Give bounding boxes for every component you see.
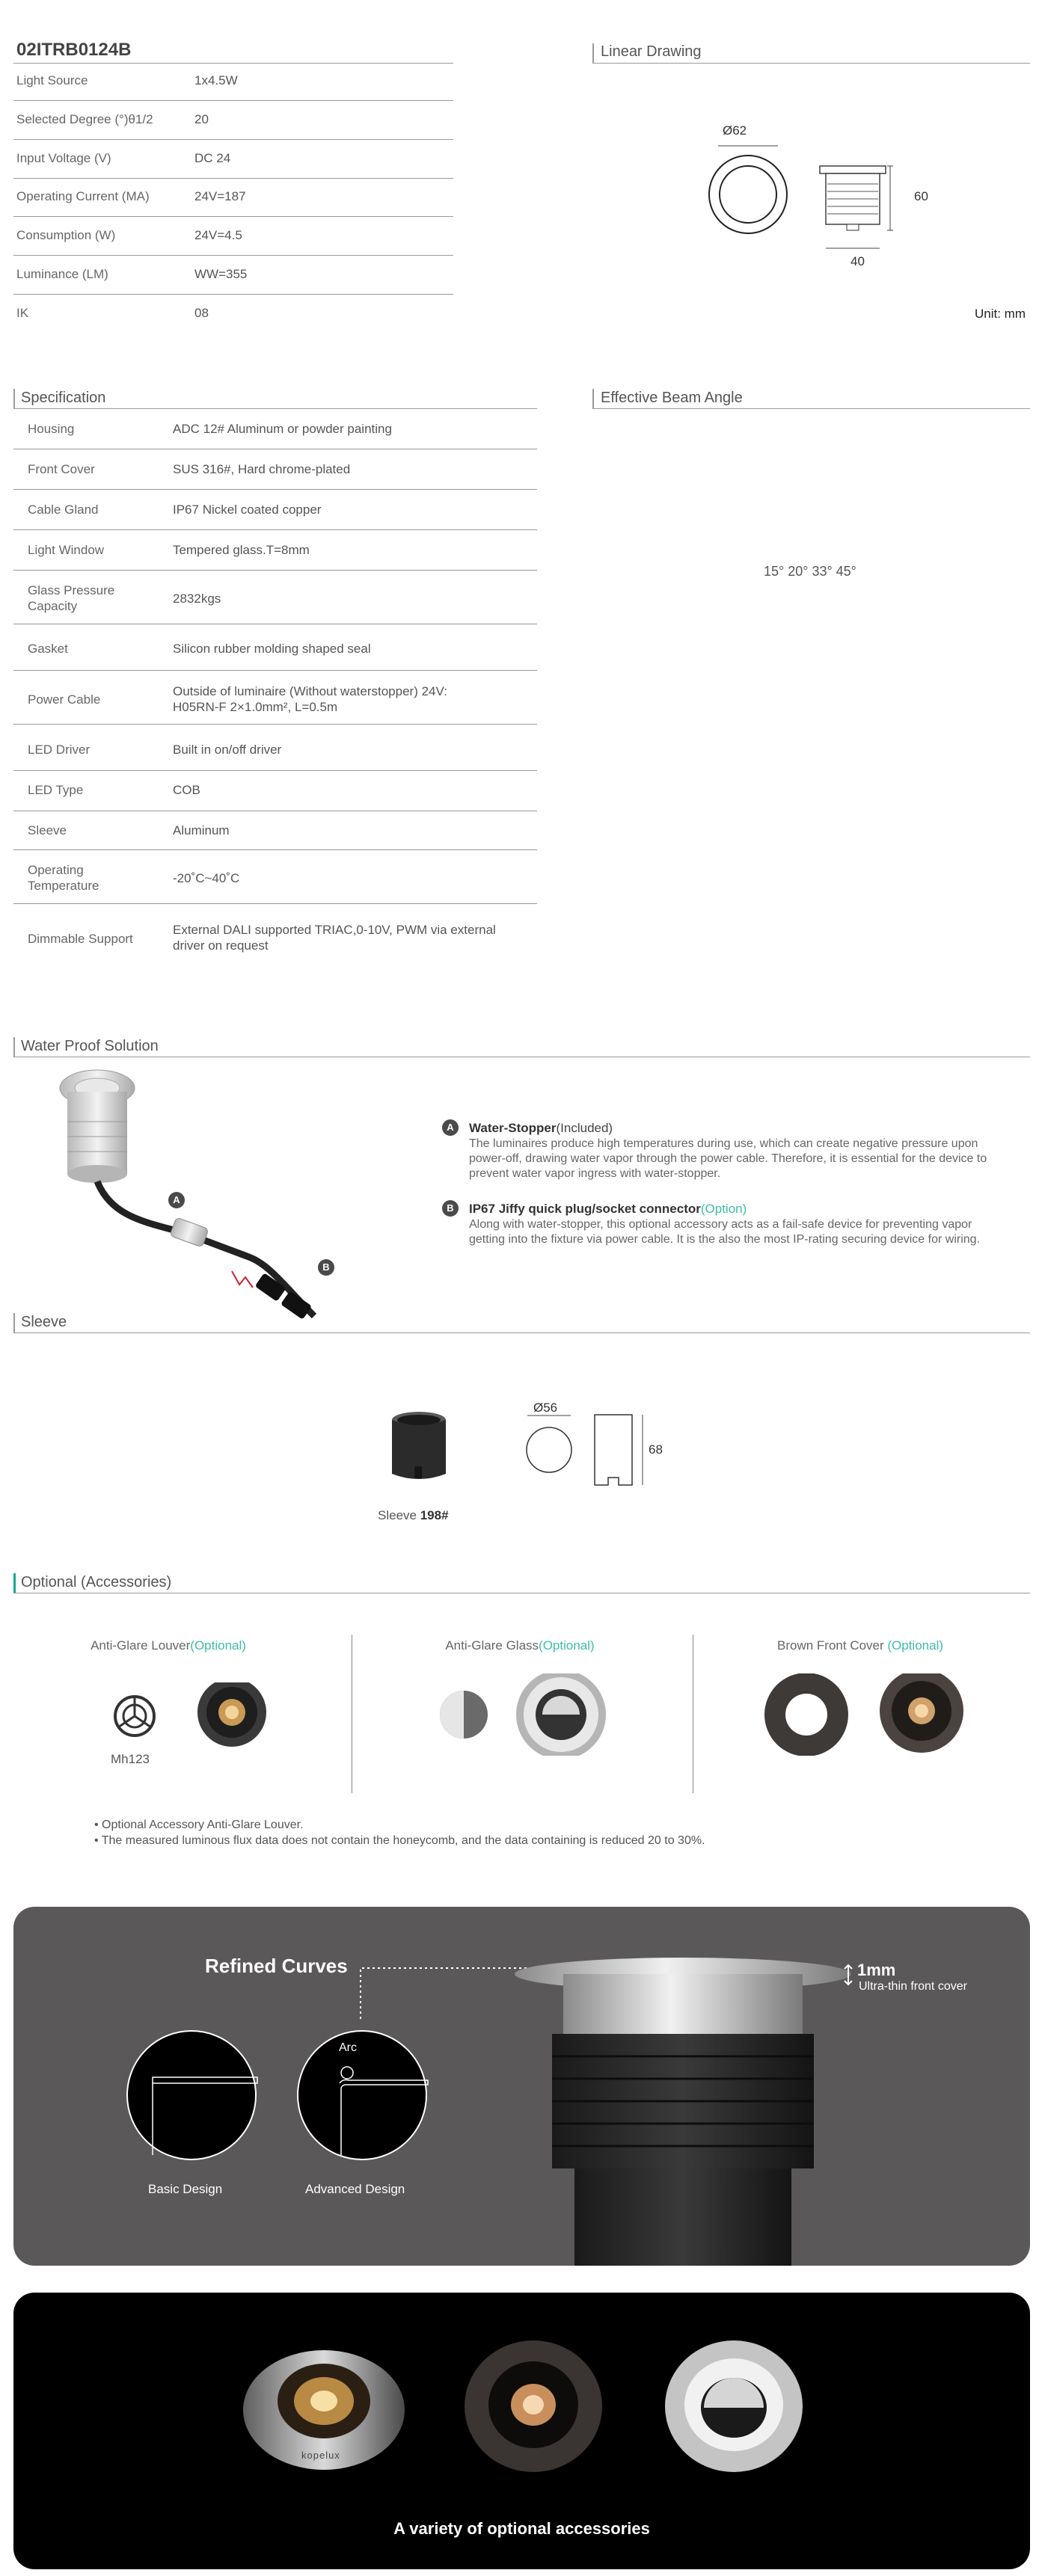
spec-detail-value: External DALI supported TRIAC,0-10V, PWM via external driver on request <box>173 923 496 953</box>
connector-name: IP67 Jiffy quick plug/socket connector <box>469 1202 701 1216</box>
sleeve-caption-text: Sleeve <box>378 1508 417 1522</box>
spec-detail-label: Cable Gland <box>28 502 99 517</box>
spec-detail-label: Power Cable <box>28 692 101 707</box>
spec-detail-label: Front Cover <box>28 462 95 476</box>
drawing-height-label: 60 <box>914 189 928 203</box>
spec-detail-value: Outside of luminaire (Without waterstopper) 24V: H05RN-F 2×1.0mm², L=0.5m <box>173 684 447 714</box>
accessories-title: Optional (Accessories) <box>21 1574 172 1590</box>
spec-detail-label: Sleeve <box>28 823 67 837</box>
product-code: 02ITRB0124B <box>16 40 132 60</box>
spec-detail-label: Gasket <box>28 642 68 656</box>
accessory-note-1: • Optional Accessory Anti-Glare Louver. <box>94 1819 304 1831</box>
spec-detail-value: Tempered glass.T=8mm <box>173 543 310 557</box>
spec-detail-value: -20˚C~40˚C <box>173 871 240 885</box>
accessory-glass-title <box>419 1638 621 1653</box>
thickness-value: 1mm <box>857 1961 896 1979</box>
drawing-depth-label: 40 <box>850 254 865 268</box>
accessory-louver-tag: (Optional) <box>190 1638 246 1653</box>
connector-text: Along with water-stopper, this optional accessory acts as a fail-safe device for preventing vapor getting into the fixture via power cable. It is the also the most IP-rating securing device for wiring. <box>469 1218 980 1246</box>
power-cable <box>97 1181 314 1316</box>
brand-mark: kopelux <box>301 2450 340 2461</box>
variety-panel <box>13 2293 1030 2569</box>
spec-detail-value: Built in on/off driver <box>173 743 282 757</box>
variety-caption: A variety of optional accessories <box>393 2519 650 2538</box>
spec-label: Input Voltage (V) <box>16 151 111 165</box>
louver-model-label: Mh123 <box>111 1752 150 1766</box>
accessory-note-2: • The measured luminous flux data does not contain the honeycomb, and the data containing is reduced 20 to 30%. <box>94 1834 705 1847</box>
side-view-drawing <box>820 166 893 248</box>
spec-label: Light Source <box>16 73 88 87</box>
basic-design-diagram <box>124 2028 259 2162</box>
connector-heading <box>469 1202 747 1217</box>
spec-detail-value: SUS 316#, Hard chrome-plated <box>173 462 351 476</box>
drawing-diameter-label: Ø62 <box>723 123 747 138</box>
sleeve-diameter-label: Ø56 <box>533 1401 558 1415</box>
badge-b-figure: B <box>318 1259 334 1276</box>
unit-label: Unit: mm <box>975 307 1026 321</box>
spec-value: 24V=4.5 <box>194 228 242 242</box>
spec-label: Selected Degree (°)θ1/2 <box>16 112 153 126</box>
variety-fixture-3 <box>663 2339 805 2474</box>
specification-title: Specification <box>21 390 106 406</box>
spec-value: DC 24 <box>194 151 231 165</box>
linear-drawing-title: Linear Drawing <box>601 43 702 60</box>
spec-detail-value: Silicon rubber molding shaped seal <box>173 642 371 656</box>
badge-b: B <box>442 1200 459 1217</box>
spec-detail-label: Dimmable Support <box>28 932 133 946</box>
accessory-louver-name: Anti-Glare Louver <box>91 1638 191 1653</box>
spec-label: Consumption (W) <box>16 228 116 242</box>
sleeve-drawing <box>520 1413 655 1496</box>
spec-detail-value: ADC 12# Aluminum or powder painting <box>173 422 392 436</box>
spec-value: 20 <box>194 112 209 126</box>
sleeve-caption <box>378 1508 449 1523</box>
water-stopper-text: The luminaires produce high temperatures during use, which can create negative pressure upon power-off, drawing water vapor through the power cable. Therefore, it is essential for the device to prevent water vapor ingress with water-stopper. <box>469 1137 987 1180</box>
spec-detail-value: Aluminum <box>173 823 230 837</box>
spec-value: 08 <box>194 306 209 320</box>
accessory-louver-title <box>67 1638 269 1653</box>
spec-detail-label: Operating Temperature <box>28 863 99 893</box>
beam-angle-values: 15° 20° 33° 45° <box>764 564 856 579</box>
spec-label: IK <box>16 306 29 320</box>
thickness-bracket <box>842 1964 854 1986</box>
connector-tag: (Option) <box>700 1202 747 1216</box>
fixture-closeup <box>507 1952 859 2266</box>
water-stopper-name: Water-Stopper <box>469 1121 557 1135</box>
waterproof-illustration <box>45 1062 374 1331</box>
spec-value: 1x4.5W <box>194 73 238 87</box>
fixture-body <box>60 1070 135 1183</box>
arc-label: Arc <box>339 2041 357 2054</box>
brown-cover-image <box>763 1673 972 1756</box>
spec-detail-label: Housing <box>28 422 75 436</box>
spec-detail-label: Light Window <box>28 543 105 557</box>
louver-image <box>105 1682 299 1757</box>
water-stopper <box>170 1217 209 1247</box>
sleeve-model: 198# <box>420 1508 449 1522</box>
sleeve-height-label: 68 <box>649 1442 663 1457</box>
spec-detail-label: Glass Pressure Capacity <box>28 583 115 613</box>
accessory-cover-name: Brown Front Cover <box>776 1638 888 1653</box>
accessory-glass-tag: (Optional) <box>539 1638 595 1653</box>
water-stopper-heading <box>469 1121 613 1136</box>
refined-curves-panel <box>13 1907 1030 2266</box>
spec-detail-label: LED Type <box>28 783 84 797</box>
spec-detail-value: 2832kgs <box>173 591 221 606</box>
spec-detail-label: LED Driver <box>28 743 91 757</box>
spec-value: 24V=187 <box>194 189 246 203</box>
spec-detail-value: COB <box>173 783 200 797</box>
basic-design-label: Basic Design <box>148 2182 223 2196</box>
sleeve-photo <box>389 1410 449 1484</box>
linear-drawing-figure <box>688 120 928 277</box>
waterproof-title: Water Proof Solution <box>21 1038 159 1054</box>
spec-value: WW=355 <box>194 267 248 281</box>
thickness-caption: Ultra-thin front cover <box>859 1980 967 1993</box>
advanced-design-label: Advanced Design <box>305 2182 405 2196</box>
sleeve-title: Sleeve <box>21 1314 67 1330</box>
glass-image <box>438 1673 617 1756</box>
badge-a-figure: A <box>168 1192 185 1208</box>
spec-detail-value: IP67 Nickel coated copper <box>173 502 322 517</box>
accessory-cover-tag: (Optional) <box>887 1638 944 1653</box>
spec-label: Luminance (LM) <box>16 267 108 281</box>
accessory-glass-name: Anti-Glare Glass <box>445 1638 539 1653</box>
advanced-design-diagram <box>295 2028 429 2162</box>
refined-curves-title: Refined Curves <box>205 1955 348 1977</box>
badge-a: A <box>442 1119 459 1136</box>
top-view-drawing <box>709 146 787 233</box>
beam-angle-title: Effective Beam Angle <box>601 390 743 406</box>
accessory-cover-title <box>748 1638 972 1653</box>
variety-fixture-2 <box>462 2339 604 2474</box>
spec-label: Operating Current (MA) <box>16 189 150 203</box>
water-stopper-tag: (Included) <box>556 1121 613 1135</box>
